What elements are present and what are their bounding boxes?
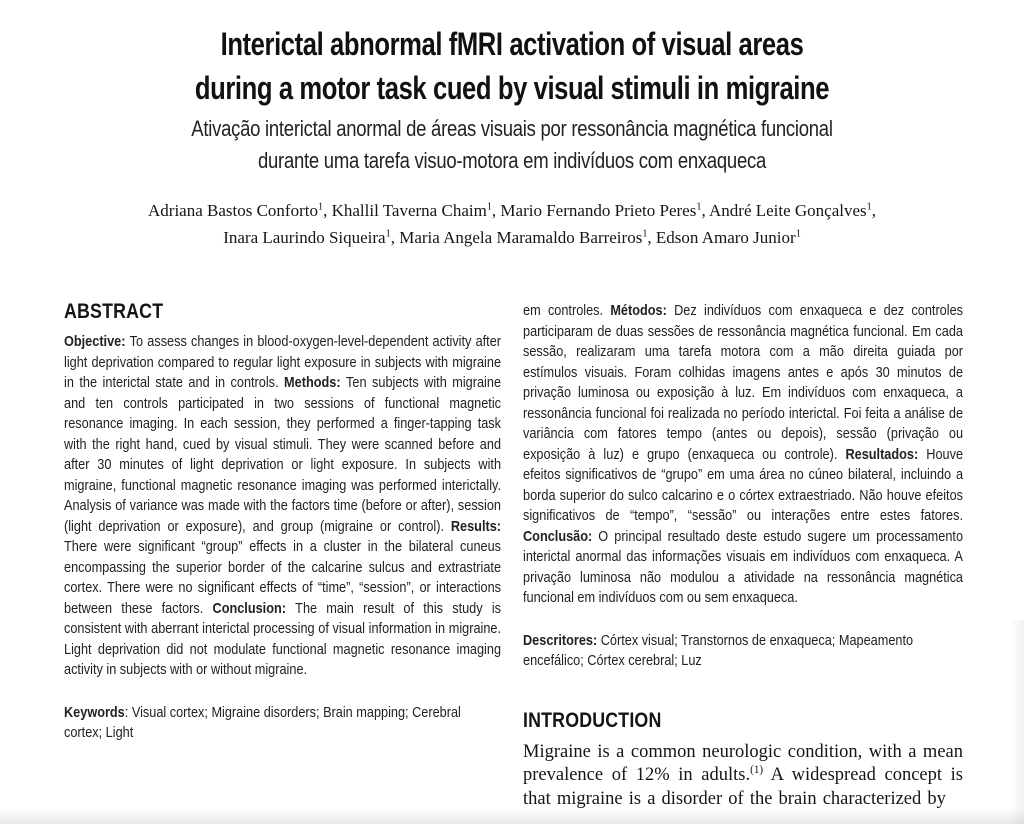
introduction-heading: INTRODUCTION (523, 708, 662, 732)
left-column (64, 301, 501, 744)
authors-block (0, 197, 1024, 251)
article-title-line-2: during a motor task cued by visual stimuli in migraine (194, 70, 830, 106)
abstract-heading: ABSTRACT (64, 300, 164, 323)
keywords-paragraph: Keywords: Visual cortex; Migraine disorders; Brain mapping; Cerebral cortex; Light (64, 703, 461, 741)
article-subtitle (82, 113, 942, 177)
authors-line-2: Inara Laurindo Siqueira$^1$, Maria Angela Maramaldo Barreiros$^1$, Edson Amaro Junior$^1$ (223, 228, 801, 247)
page-right-edge-shadow (1010, 620, 1024, 824)
introduction-heading-wrap (523, 710, 963, 732)
abstract-paragraph: Objective: To assess changes in blood-oxygen-level-dependent activity after light deprivation compared to regular light exposure in subjects with migraine in the interictal state and in controls. Methods: Ten subjects with migraine and ten controls participated in two sessions of functional magnetic resonance imaging. In each session, they performed a finger-tapping task with the right hand, cued by visual stimuli. They were scanned before and after 30 minutes of light deprivation or light exposure. In subjects with migraine, functional magnetic resonance imaging was performed interictally. Analysis of variance was made with the factors time (before or after), session (light deprivation or exposure), and group (migraine or control). Results: There were significant “group” effects in a cluster in the bilateral cuneus encompassing the superior border of the calcarine sulcus and extrastriate cortex. There were no significant effects of “time”, “session”, or interactions between these factors. Conclusion: The main result of this study is consistent with aberrant interictal processing of visual information in migraine. Light deprivation did not modulate functional magnetic resonance imaging activity in subjects with or without migraine. (64, 333, 502, 678)
article-title-line-1: Interictal abnormal fMRI activation of visual areas (220, 26, 804, 62)
article-subtitle-line-2: durante uma tarefa visuo-motora em indivíduos com enxaqueca (258, 148, 766, 173)
abstract-section (64, 301, 501, 744)
article-title (102, 22, 921, 110)
article-subtitle-line-1: Ativação interictal anormal de áreas visuais por ressonância magnética funcional (191, 116, 833, 141)
resumo-continuation-paragraph: em controles. Métodos: Dez indivíduos com enxaqueca e dez controles participaram de duas sessões de ressonância magnética funcional. Em cada sessão, realizaram uma tarefa motora com a mão direita guiada por estímulos visuais. Foram colhidas imagens antes e após 30 minutos de privação luminosa ou exposição à luz. Em indivíduos com enxaqueca, a ressonância funcional foi realizada no período interictal. Foi feita a análise de variância com fatores tempo (antes ou depois), sessão (privação ou exposição à luz) e grupo (enxaqueca ou controle). Resultados: Houve efeitos significativos de “grupo” em uma área no cúneo bilateral, incluindo a borda superior do sulco calcarino e o córtex extraestriado. Não houve efeitos significativos de “tempo”, “sessão” ou interações entre estes fatores. Conclusão: O principal resultado deste estudo sugere um processamento interictal anormal das informações visuais em indivíduos com enxaqueca. A privação luminosa não modulou a atividade na ressonância magnética funcional em indivíduos com ou sem enxaqueca. (523, 302, 964, 606)
descriptors-paragraph: Descritores: Córtex visual; Transtornos de enxaqueca; Mapeamento encefálico; Córtex cerebral; Luz (523, 631, 914, 669)
introduction-paragraph: Migraine is a common neurologic condition, with a mean prevalence of 12% in adults.$^{(1)}$ A widespread concept is that migraine is a disorder of the brain characterized by (523, 741, 963, 809)
right-column (523, 301, 963, 811)
resumo-section (523, 301, 963, 732)
authors-line-1: Adriana Bastos Conforto$^1$, Khallil Taverna Chaim$^1$, Mario Fernando Prieto Peres$^1$, André Leite Gonçalves$^1$, (148, 201, 876, 220)
